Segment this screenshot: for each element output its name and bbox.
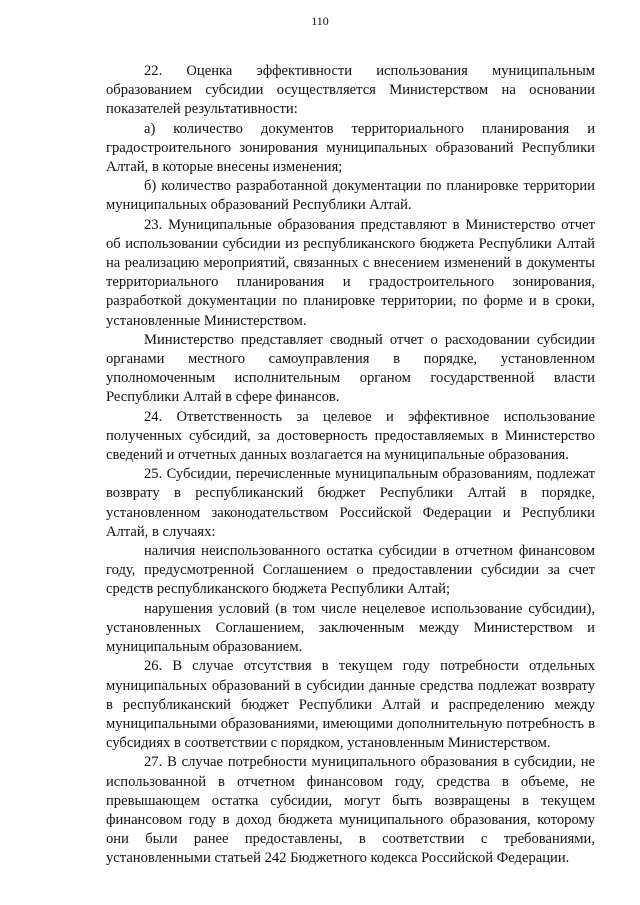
paragraph-25: 25. Субсидии, перечисленные муниципальным образованиям, подлежат возврату в республиканский бюджет Республики Алтай в порядке, установленном законодательством Российской Федерации и Республики Алтай, в случаях: (106, 466, 595, 540)
document-body (106, 62, 595, 869)
paragraph-27: 27. В случае потребности муниципального образования в субсидии, не использованной в отчетном финансовом году, средства в объеме, не превышающем остатка субсидии, могут быть возвращены в текущем финансовом году в доход бюджета муниципального образования, которому они были ранее предоставлены, в соответствии с требованиями, установленными статьей 242 Бюджетного кодекса Российской Федерации. (106, 754, 595, 867)
page-number: 110 (311, 14, 329, 28)
paragraph-23: 23. Муниципальные образования представляют в Министерство отчет об использовании субсидии из республиканского бюджета Республики Алтай на реализацию мероприятий, связанных с внесением изменений в документы территориального планирования и градостроительного зонирования, разработкой документации по планировке территории, по форме и в сроки, установленные Министерством. (106, 216, 595, 329)
paragraph-25-case-2: нарушения условий (в том числе нецелевое использование субсидии), установленных Соглашением, заключенным между Министерством и муниципальным образованием. (106, 600, 595, 656)
paragraph-25-case-1: наличия неиспользованного остатка субсидии в отчетном финансовом году, предусмотренной Соглашением о предоставлении субсидии за счет средств республиканского бюджета Республики Алтай; (106, 543, 595, 598)
paragraph-24: 24. Ответственность за целевое и эффективное использование полученных субсидий, за достоверность предоставляемых в Министерство сведений и отчетных данных возлагается на муниципальные образования. (106, 408, 595, 464)
paragraph-22: 22. Оценка эффективности использования муниципальным образованием субсидии осуществляется Министерством на основании показателей результативности: (106, 63, 595, 118)
paragraph-26: 26. В случае отсутствия в текущем году потребности отдельных муниципальных образований в субсидии данные средства подлежат возврату в республиканский бюджет Республики Алтай и распределению между муниципальными образованиями, имеющими дополнительную потребность в субсидиях в соответствии с порядком, установленным Министерством. (106, 658, 595, 752)
paragraph-23-continued: Министерство представляет сводный отчет о расходовании субсидии органами местного самоуправления в порядке, установленном уполномоченным исполнительным органом государственной власти Республики Алтай в сфере финансов. (106, 331, 595, 406)
paragraph-22-item-b: б) количество разработанной документации по планировке территории муниципальных образований Республики Алтай. (106, 178, 595, 214)
paragraph-22-item-a: а) количество документов территориального планирования и градостроительного зонирования муниципальных образований Республики Алтай, в которые внесены изменения; (106, 120, 595, 176)
